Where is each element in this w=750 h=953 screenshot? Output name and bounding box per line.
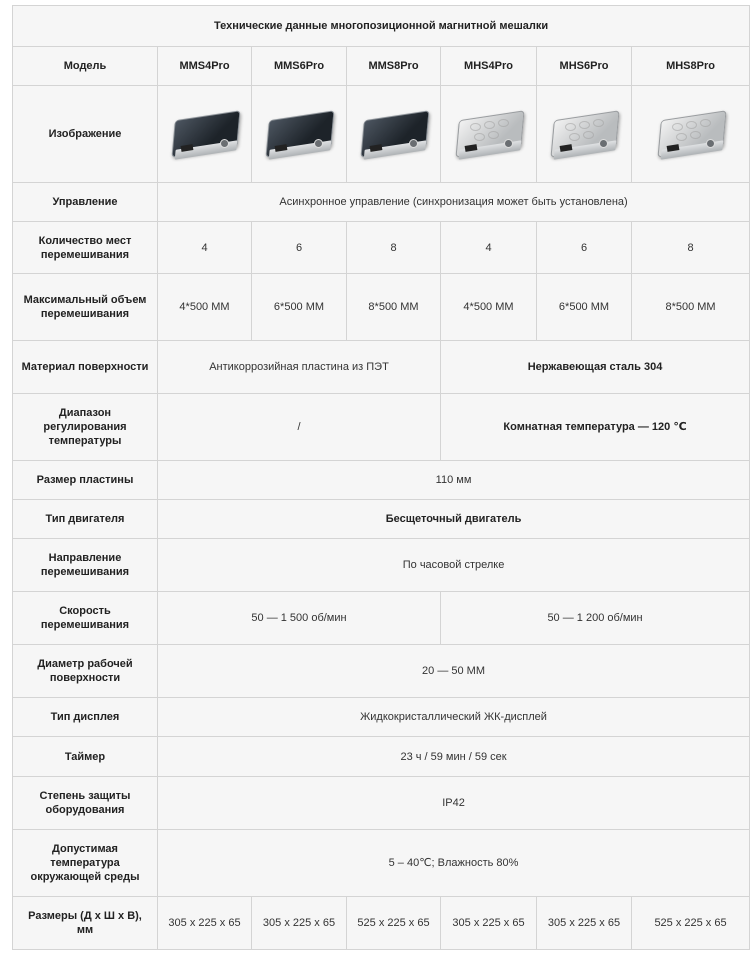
dimensions-value: 305 x 225 x 65: [158, 897, 252, 950]
stir-position-mark: [470, 123, 481, 131]
product-image: [172, 103, 238, 165]
stir-position-mark: [565, 123, 576, 131]
table-title: Технические данные многопозиционной магнитной мешалки: [13, 6, 750, 47]
model-name: MMS4Pro: [158, 47, 252, 86]
stir-position-mark: [488, 131, 499, 139]
row-header-temp-range: Диапазон регулирования температуры: [13, 394, 158, 461]
max-volume-value: 8*500 ММ: [632, 274, 750, 341]
model-row: [13, 47, 750, 86]
product-image: [361, 103, 427, 165]
stir-position-mark: [474, 133, 485, 141]
row-header-max-volume: Максимальный объем перемешивания: [13, 274, 158, 341]
row-header-ambient: Допустимая температура окружающей среды: [13, 830, 158, 897]
timer-value: 23 ч / 59 мин / 59 сек: [158, 737, 750, 777]
display-type-value: Жидкокристаллический ЖК-дисплей: [158, 698, 750, 737]
model-name: MMS8Pro: [347, 47, 441, 86]
stir-position-mark: [498, 119, 509, 127]
stir-position-mark: [593, 119, 604, 127]
temp-range-mhs: Комнатная температура — 120 ℃: [441, 394, 750, 461]
dimensions-value: 525 x 225 x 65: [632, 897, 750, 950]
dimensions-value: 305 x 225 x 65: [441, 897, 537, 950]
row-header-model: Модель: [13, 47, 158, 86]
row-header-image: Изображение: [13, 86, 158, 183]
control-knob: [504, 139, 513, 148]
positions-value: 8: [347, 222, 441, 274]
row-header-motor-type: Тип двигателя: [13, 500, 158, 539]
model-name: MHS8Pro: [632, 47, 750, 86]
positions-value: 6: [537, 222, 632, 274]
model-name: MHS4Pro: [441, 47, 537, 86]
product-image-cell: [441, 86, 537, 183]
row-header-speed: Скорость перемешивания: [13, 592, 158, 645]
stir-position-mark: [484, 121, 495, 129]
stir-position-mark: [569, 133, 580, 141]
ambient-row: [13, 830, 750, 897]
work-diameter-row: [13, 645, 750, 698]
max-volume-value: 6*500 ММ: [252, 274, 347, 341]
product-image: [266, 103, 332, 165]
positions-value: 8: [632, 222, 750, 274]
spec-table: [12, 5, 750, 950]
stir-position-mark: [579, 121, 590, 129]
max-volume-value: 4*500 ММ: [441, 274, 537, 341]
positions-value: 4: [158, 222, 252, 274]
model-name: MMS6Pro: [252, 47, 347, 86]
ambient-value: 5 – 40℃; Влажность 80%: [158, 830, 750, 897]
stir-position-mark: [583, 131, 594, 139]
protection-row: [13, 777, 750, 830]
work-diameter-value: 20 — 50 ММ: [158, 645, 750, 698]
row-header-control: Управление: [13, 183, 158, 222]
control-knob: [599, 139, 608, 148]
product-image-cell: [632, 86, 750, 183]
dimensions-value: 305 x 225 x 65: [537, 897, 632, 950]
stir-position-mark: [686, 121, 697, 129]
control-knob: [220, 139, 229, 148]
row-header-direction: Направление перемешивания: [13, 539, 158, 592]
control-knob: [409, 139, 418, 148]
product-image-cell: [158, 86, 252, 183]
product-image: [456, 103, 522, 165]
direction-value: По часовой стрелке: [158, 539, 750, 592]
row-header-plate-size: Размер пластины: [13, 461, 158, 500]
dimensions-value: 305 x 225 x 65: [252, 897, 347, 950]
stir-position-mark: [700, 119, 711, 127]
control-row: [13, 183, 750, 222]
control-knob: [314, 139, 323, 148]
title-row: [13, 6, 750, 47]
positions-row: [13, 222, 750, 274]
row-header-positions: Количество мест перемешивания: [13, 222, 158, 274]
protection-value: IP42: [158, 777, 750, 830]
product-image-cell: [537, 86, 632, 183]
speed-row: [13, 592, 750, 645]
max-volume-value: 4*500 ММ: [158, 274, 252, 341]
positions-value: 4: [441, 222, 537, 274]
plate-size-row: [13, 461, 750, 500]
surface-material-mms: Антикоррозийная пластина из ПЭТ: [158, 341, 441, 394]
control-knob: [706, 139, 715, 148]
product-image: [551, 103, 617, 165]
timer-row: [13, 737, 750, 777]
direction-row: [13, 539, 750, 592]
stir-position-mark: [690, 131, 701, 139]
dimensions-row: [13, 897, 750, 950]
model-name: MHS6Pro: [537, 47, 632, 86]
row-header-surface-material: Материал поверхности: [13, 341, 158, 394]
surface-material-row: [13, 341, 750, 394]
image-row: [13, 86, 750, 183]
plate-size-value: 110 мм: [158, 461, 750, 500]
temp-range-mms: /: [158, 394, 441, 461]
motor-type-value: Бесщеточный двигатель: [158, 500, 750, 539]
row-header-timer: Таймер: [13, 737, 158, 777]
product-image-cell: [347, 86, 441, 183]
row-header-display-type: Тип дисплея: [13, 698, 158, 737]
temp-range-row: [13, 394, 750, 461]
product-image: [658, 103, 724, 165]
surface-material-mhs: Нержавеющая сталь 304: [441, 341, 750, 394]
stir-position-mark: [676, 133, 687, 141]
product-image-cell: [252, 86, 347, 183]
max-volume-value: 6*500 ММ: [537, 274, 632, 341]
dimensions-value: 525 x 225 x 65: [347, 897, 441, 950]
positions-value: 6: [252, 222, 347, 274]
row-header-work-diameter: Диаметр рабочей поверхности: [13, 645, 158, 698]
row-header-protection: Степень защиты оборудования: [13, 777, 158, 830]
speed-mms: 50 — 1 500 об/мин: [158, 592, 441, 645]
row-header-dimensions: Размеры (Д х Ш х В), мм: [13, 897, 158, 950]
max-volume-value: 8*500 ММ: [347, 274, 441, 341]
control-value: Асинхронное управление (синхронизация может быть установлена): [158, 183, 750, 222]
motor-type-row: [13, 500, 750, 539]
display-type-row: [13, 698, 750, 737]
speed-mhs: 50 — 1 200 об/мин: [441, 592, 750, 645]
max-volume-row: [13, 274, 750, 341]
stir-position-mark: [672, 123, 683, 131]
